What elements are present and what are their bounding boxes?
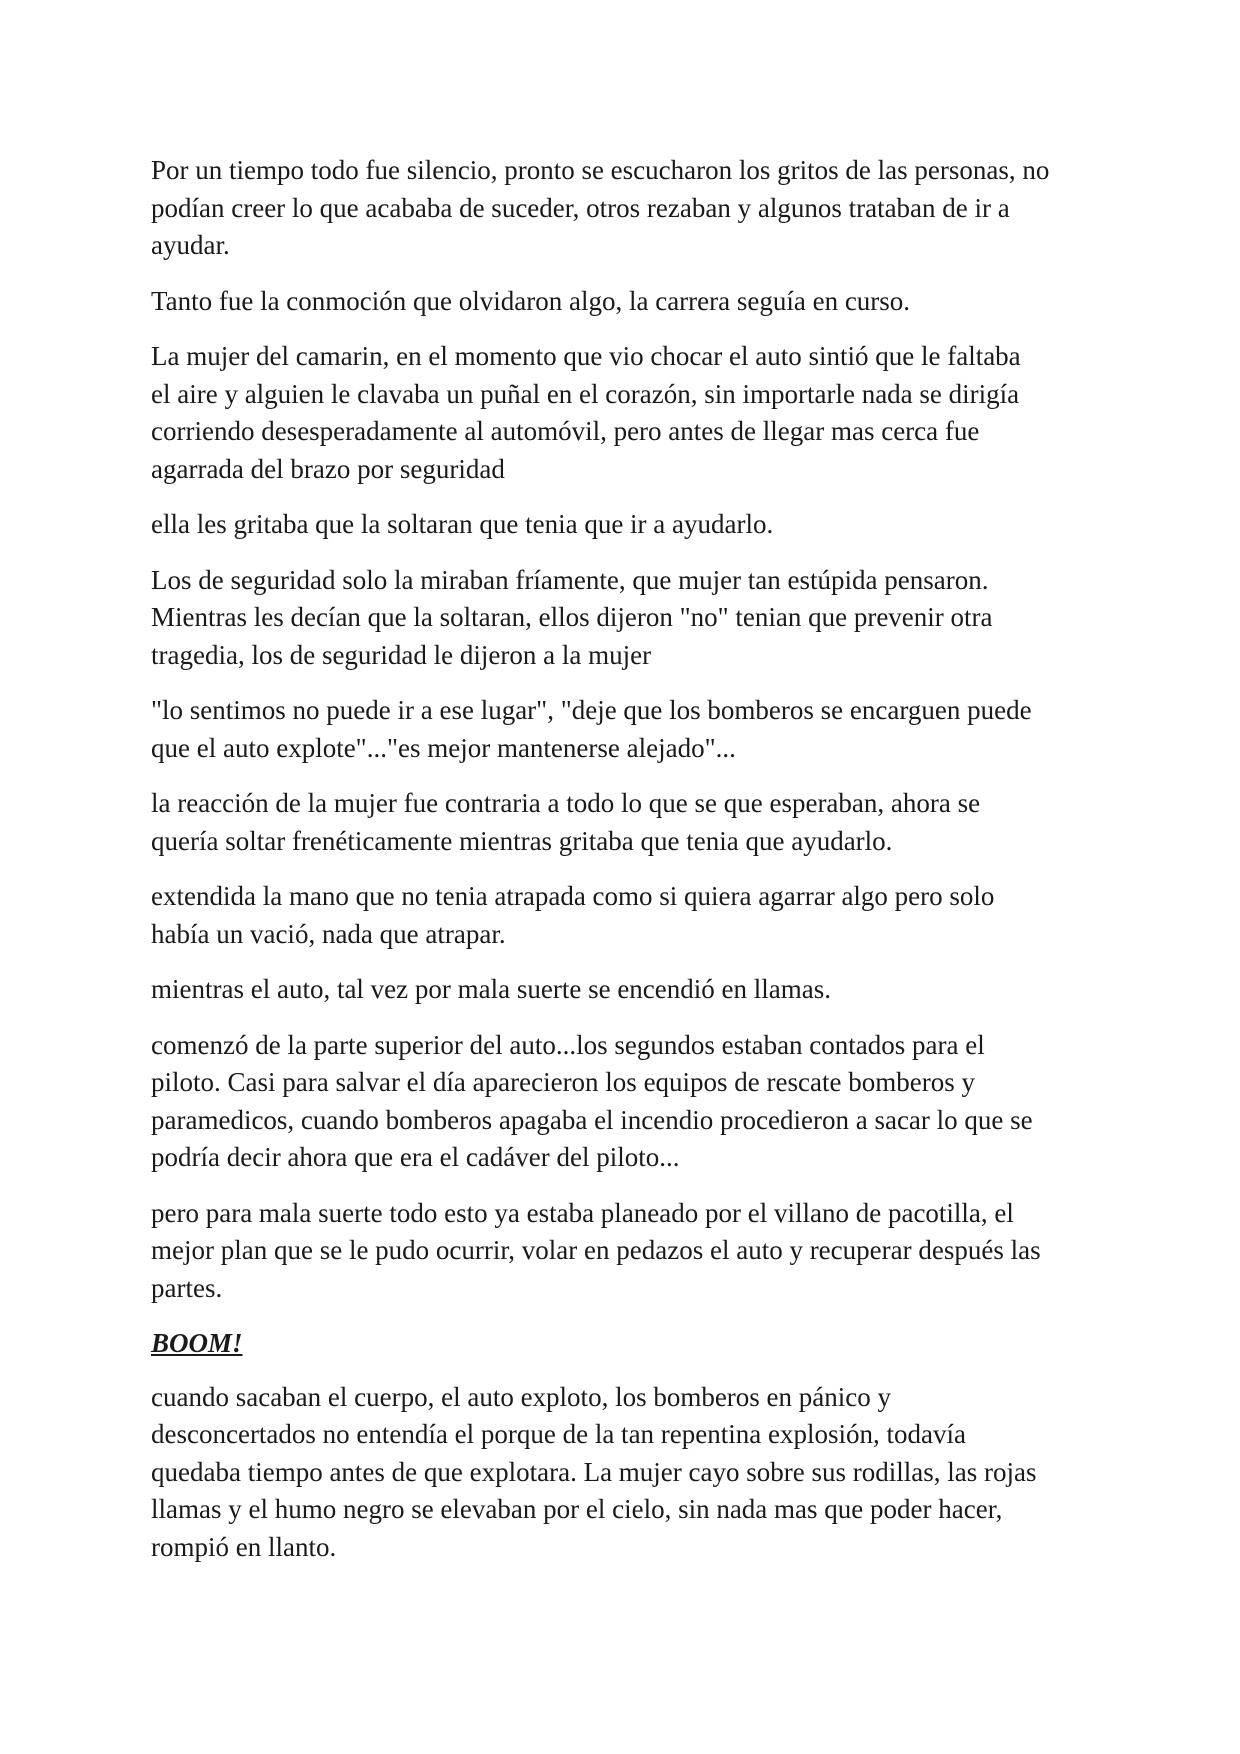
section-heading: BOOM! — [151, 1328, 243, 1358]
paragraph: La mujer del camarin, en el momento que vio chocar el auto sintió que le faltaba el aire y alguien le clavaba un puñal en el corazón, sin importarle nada se dirigía corriendo desesperadamente al automóvil, pero antes de llegar mas cerca fue agarrada del brazo por seguridad — [151, 341, 1021, 484]
closing-paragraph: cuando sacaban el cuerpo, el auto exploto, los bomberos en pánico y desconcertados no entendía el porque de la tan repentina explosión, todavía quedaba tiempo antes de que explotara. La mujer cayo sobre sus rodillas, las rojas llamas y el humo negro se elevaban por el cielo, sin nada mas que poder hacer, rompió en llanto. — [151, 1381, 1037, 1562]
paragraph: Por un tiempo todo fue silencio, pronto se escucharon los gritos de las personas, no podían creer lo que acababa de suceder, otros rezaban y algunos trataban de ir a ayudar. — [151, 155, 1050, 260]
paragraph: ella les gritaba que la soltaran que tenia que ir a ayudarlo. — [151, 509, 774, 539]
paragraph: extendida la mano que no tenia atrapada como si quiera agarrar algo pero solo había un vació, nada que atrapar. — [151, 881, 995, 949]
paragraph: "lo sentimos no puede ir a ese lugar", "deje que los bomberos se encarguen puede que el auto explote"..."es mejor mantenerse alejado"... — [151, 695, 1032, 763]
paragraph: comenzó de la parte superior del auto...los segundos estaban contados para el piloto. Casi para salvar el día aparecieron los equipos de rescate bomberos y paramedicos, cuando bomberos apagaba el incendio procedieron a sacar lo que se podría decir ahora que era el cadáver del piloto... — [151, 1029, 1033, 1172]
paragraph: mientras el auto, tal vez por mala suerte se encendió en llamas. — [151, 974, 831, 1004]
document-body — [151, 152, 1101, 1584]
paragraph: la reacción de la mujer fue contraria a todo lo que se que esperaban, ahora se quería soltar frenéticamente mientras gritaba que tenia que ayudarlo. — [151, 788, 981, 856]
paragraph: pero para mala suerte todo esto ya estaba planeado por el villano de pacotilla, el mejor plan que se le pudo ocurrir, volar en pedazos el auto y recuperar después las partes. — [151, 1197, 1041, 1303]
paragraph: Tanto fue la conmoción que olvidaron algo, la carrera seguía en curso. — [151, 285, 911, 316]
paragraph: Los de seguridad solo la miraban fríamente, que mujer tan estúpida pensaron. Mientras les decían que la soltaran, ellos dijeron "no" tenian que prevenir otra tragedia, los de seguridad le dijeron a la mujer — [151, 564, 993, 670]
